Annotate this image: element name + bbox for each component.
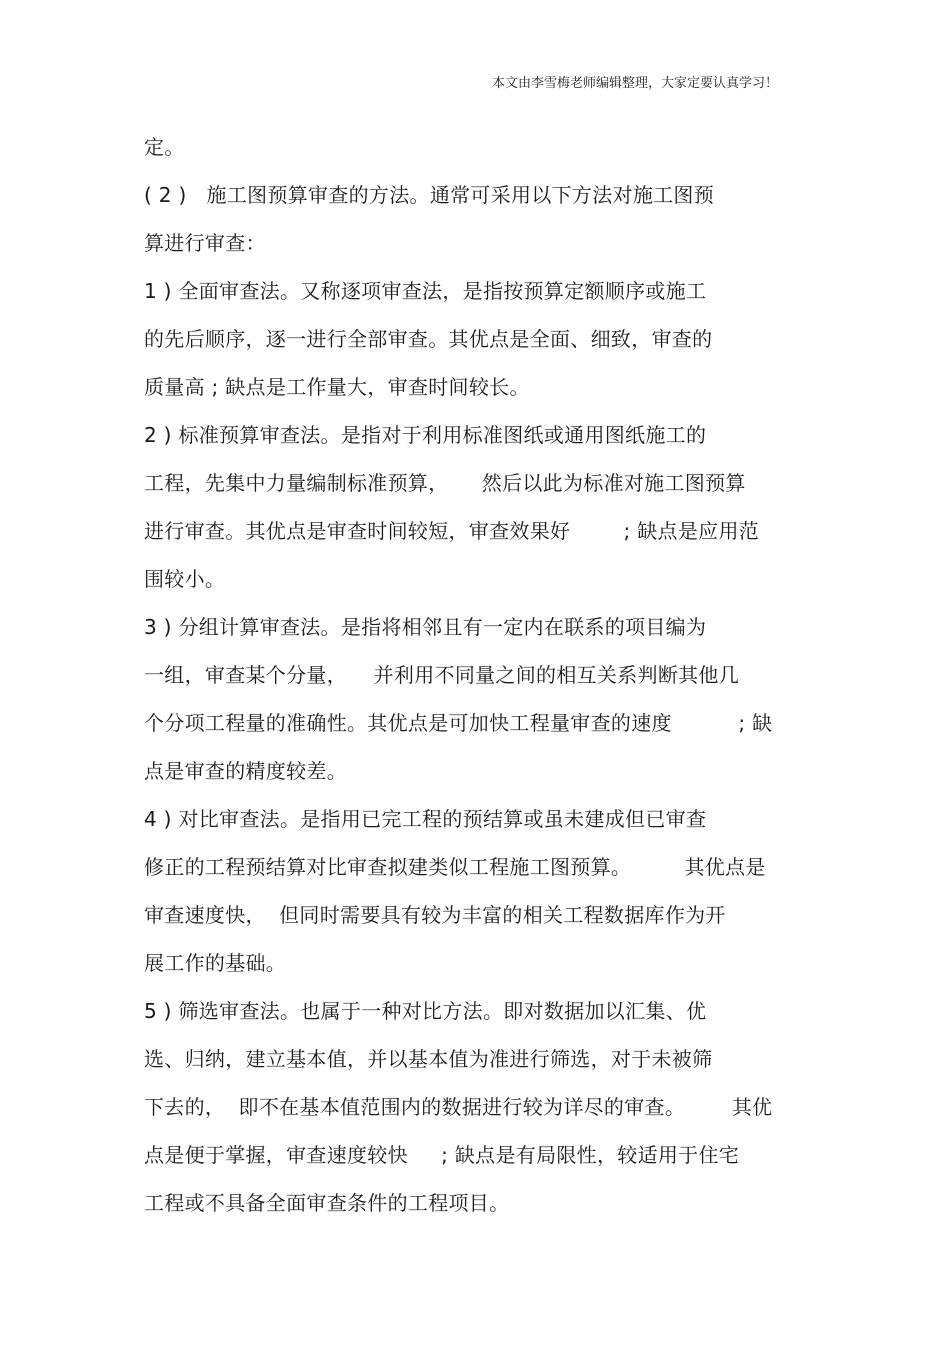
document-body: [144, 128, 824, 1232]
text-line: 算进行审查：: [144, 231, 266, 255]
text-line: 的先后顺序，逐一进行全部审查。其优点是全面、细致，审查的: [144, 327, 713, 351]
text-line: 选、归纳，建立基本值，并以基本值为准进行筛选，对于未被筛: [144, 1047, 713, 1071]
text-line: 工程，先集中力量编制标准预算， 然后以此为标准对施工图预算: [144, 471, 746, 495]
text-line: 个分项工程量的准确性。其优点是可加快工程量审查的速度 ; 缺: [144, 711, 773, 735]
text-line: 一组，审查某个分量， 并利用不同量之间的相互关系判断其他几: [144, 663, 740, 687]
text-line: 2 ) 标准预算审查法。是指对于利用标准图纸或通用图纸施工的: [144, 423, 707, 447]
page-header-note: 本文由李雪梅老师编辑整理，大家定要认真学习！: [492, 76, 779, 91]
text-line: 5 ) 筛选审查法。也属于一种对比方法。即对数据加以汇集、优: [144, 999, 707, 1023]
text-line: 质量高 ; 缺点是工作量大，审查时间较长。: [144, 375, 530, 399]
text-line: 展工作的基础。: [144, 951, 287, 975]
text-line: 下去的， 即不在基本值范围内的数据进行较为详尽的审查。 其优: [144, 1095, 773, 1119]
text-line: 定。: [144, 135, 185, 159]
text-line: 点是审查的精度较差。: [144, 759, 347, 783]
text-line: 4 ) 对比审查法。是指用已完工程的预结算或虽未建成但已审查: [144, 807, 707, 831]
text-line: 围较小。: [144, 567, 226, 591]
text-line: 进行审查。其优点是审查时间较短，审查效果好 ; 缺点是应用范: [144, 519, 760, 543]
text-line: 点是便于掌握，审查速度较快 ; 缺点是有局限性，较适用于住宅: [144, 1143, 740, 1167]
text-line: 1 ) 全面审查法。又称逐项审查法，是指按预算定额顺序或施工: [144, 279, 707, 303]
text-line: 工程或不具备全面审查条件的工程项目。: [144, 1191, 510, 1215]
text-line: ( 2 ) 施工图预算审查的方法。通常可采用以下方法对施工图预: [144, 183, 715, 207]
text-line: 3 ) 分组计算审查法。是指将相邻且有一定内在联系的项目编为: [144, 615, 707, 639]
text-line: 审查速度快， 但同时需要具有较为丰富的相关工程数据库作为开: [144, 903, 726, 927]
text-line: 修正的工程预结算对比审查拟建类似工程施工图预算。 其优点是: [144, 855, 766, 879]
